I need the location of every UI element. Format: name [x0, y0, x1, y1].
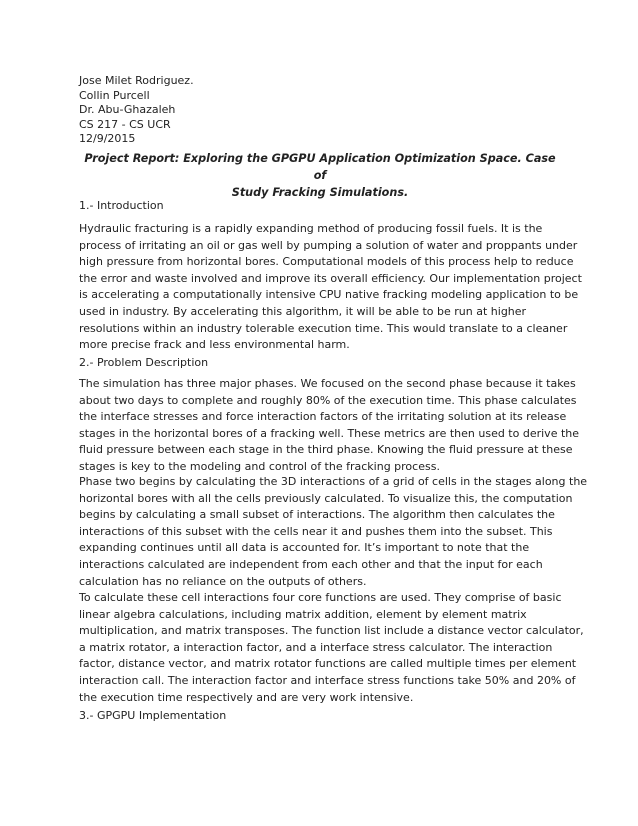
instructor-name: Dr. Abu-Ghazaleh — [79, 103, 176, 117]
author-block — [79, 74, 194, 147]
problem-paragraph-3 — [79, 590, 584, 706]
text-line: begins by calculating a small subset of interactions. The algorithm then calculates the — [79, 508, 555, 522]
text-line: high pressure from horizontal bores. Computational models of this process help to reduce — [79, 255, 574, 269]
problem-paragraph-1 — [79, 376, 580, 476]
text-line: Phase two begins by calculating the 3D interactions of a grid of cells in the stages along the — [79, 475, 588, 488]
text-line: interaction call. The interaction factor and interface stress functions take 50% and 20% of — [79, 673, 576, 687]
text-line: Hydraulic fracturing is a rapidly expanding method of producing fossil fuels. It is the — [79, 222, 543, 235]
text-line: calculation has no reliance on the outputs of others. — [79, 574, 367, 588]
report-title — [79, 150, 561, 201]
problem-paragraph-2 — [79, 474, 588, 590]
title-line: Study Fracking Simulations. — [231, 186, 409, 199]
text-line: fluid pressure between each stage in the third phase. Knowing the fluid pressure at these — [79, 443, 573, 457]
text-line: about two days to complete and roughly 80% of the execution time. This phase calculates — [79, 393, 577, 407]
text-line: a matrix rotator, a interaction factor, and a interface stress calculator. The interaction — [79, 640, 553, 654]
text-line: more precise frack and less environmental harm. — [79, 338, 350, 352]
course-name: CS 217 - CS UCR — [79, 117, 171, 131]
author-name: Jose Milet Rodriguez. — [79, 74, 194, 87]
text-line: The simulation has three major phases. We focused on the second phase because it takes — [79, 377, 576, 390]
text-line: factor, distance vector, and matrix rotator functions are called multiple times per element — [79, 657, 577, 671]
text-line: process of irritating an oil or gas well by pumping a solution of water and proppants under — [79, 238, 578, 252]
section-heading-gpgpu-implementation: 3.- GPGPU Implementation — [79, 709, 227, 722]
text-line: To calculate these cell interactions four core functions are used. They comprise of basic — [79, 591, 562, 604]
text-line: stages is key to the modeling and control of the fracking process. — [79, 459, 440, 473]
text-line: multiplication, and matrix transposes. The function list include a distance vector calculator, — [79, 624, 584, 638]
text-line: stages in the horizontal bores of a fracking well. These metrics are then used to derive the — [79, 426, 580, 440]
text-line: interactions calculated are independent from each other and that the input for each — [79, 557, 543, 571]
text-line: is accelerating a computationally intensive CPU native fracking modeling application to be — [79, 288, 579, 302]
text-line: expanding continues until all data is accounted for. It’s important to note that the — [79, 541, 530, 555]
text-line: linear algebra calculations, including matrix addition, element by element matrix — [79, 607, 527, 621]
introduction-paragraph — [79, 221, 582, 354]
text-line: horizontal bores with all the cells previously calculated. To visualize this, the computation — [79, 491, 573, 505]
text-line: resolutions within an industry tolerable execution time. This would translate to a cleaner — [79, 321, 568, 335]
text-line: the execution time respectively and are very work intensive. — [79, 690, 414, 704]
coauthor-name: Collin Purcell — [79, 88, 150, 102]
text-line: the error and waste involved and improve its overall efficiency. Our implementation project — [79, 271, 582, 285]
report-date: 12/9/2015 — [79, 132, 136, 146]
text-line: used in industry. By accelerating this algorithm, it will be able to be run at higher — [79, 304, 527, 318]
title-line: Project Report: Exploring the GPGPU Application Optimization Space. Case of — [84, 152, 556, 182]
text-line: interactions of this subset with the cells near it and pushes them into the subset. This — [79, 524, 553, 538]
section-heading-introduction: 1.- Introduction — [79, 199, 164, 212]
text-line: the interface stresses and force interaction factors of the irritating solution at its release — [79, 410, 567, 424]
section-heading-problem-description: 2.- Problem Description — [79, 356, 209, 369]
